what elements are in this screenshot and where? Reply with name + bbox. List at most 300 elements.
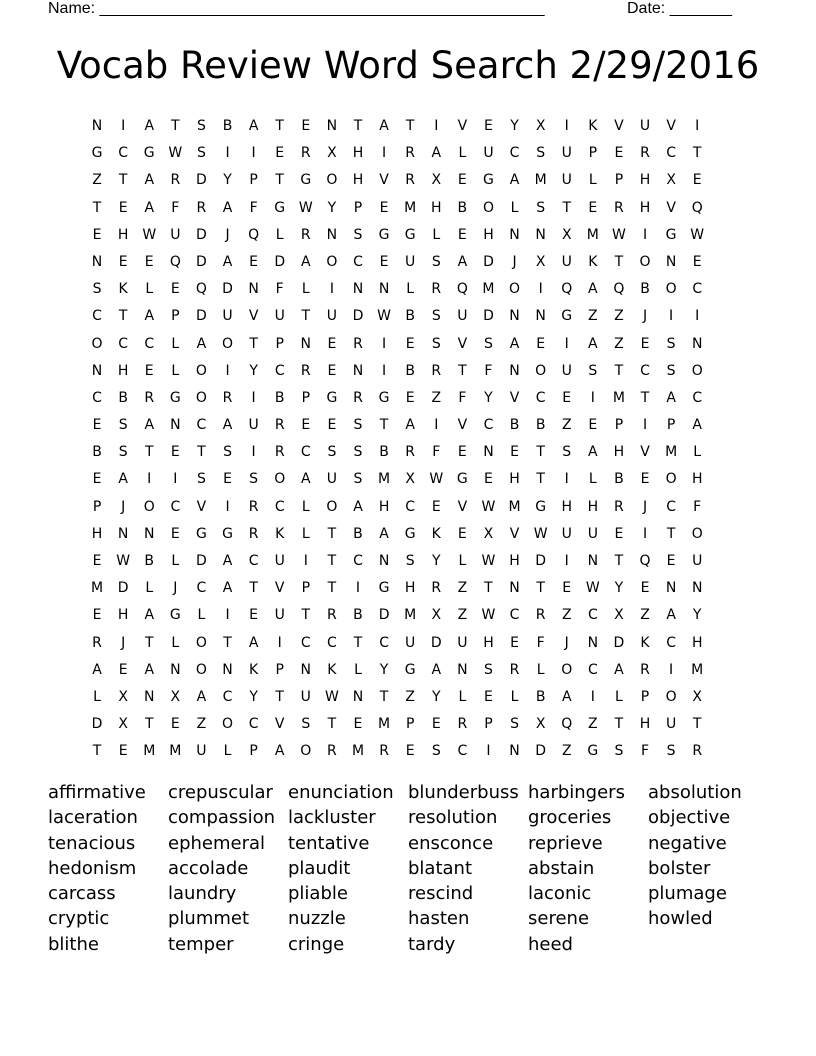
grid-letter[interactable]: D [196,308,207,325]
grid-letter[interactable]: T [92,199,102,216]
grid-letter[interactable]: A [118,471,128,488]
grid-letter[interactable]: O [639,253,651,270]
grid-letter[interactable]: H [509,471,520,488]
grid-letter[interactable]: I [329,281,334,298]
grid-letter[interactable]: R [692,743,703,760]
grid-letter[interactable]: R [300,145,311,162]
grid-letter[interactable]: Y [431,688,441,705]
grid-letter[interactable]: E [301,417,311,434]
grid-letter[interactable]: A [196,688,207,705]
grid-letter[interactable]: U [561,253,572,270]
grid-letter[interactable]: N [587,553,599,569]
grid-letter[interactable]: O [535,362,547,379]
grid-letter[interactable]: K [588,118,598,134]
grid-letter[interactable]: A [588,335,598,352]
grid-letter[interactable]: T [536,580,545,597]
grid-letter[interactable]: R [353,389,363,406]
grid-letter[interactable]: A [561,688,572,705]
grid-letter[interactable]: L [223,743,232,760]
grid-letter[interactable]: I [590,389,595,406]
grid-letter[interactable]: G [169,389,181,406]
grid-letter[interactable]: C [118,145,129,162]
grid-letter[interactable]: A [588,281,598,298]
grid-letter[interactable]: S [196,118,206,134]
grid-letter[interactable]: H [509,553,520,569]
grid-letter[interactable]: N [535,226,546,243]
grid-letter[interactable]: N [352,688,364,705]
grid-letter[interactable]: C [196,417,207,434]
grid-letter[interactable]: I [251,444,256,461]
grid-letter[interactable]: E [588,199,598,216]
grid-letter[interactable]: I [251,145,256,162]
grid-letter[interactable]: H [378,498,390,515]
grid-letter[interactable]: C [274,498,285,515]
grid-letter[interactable]: Y [249,362,258,379]
grid-letter[interactable]: N [143,688,155,705]
grid-letter[interactable]: E [327,362,337,379]
grid-letter[interactable]: C [300,444,311,461]
grid-letter[interactable]: E [275,145,285,162]
grid-letter[interactable]: G [300,172,312,189]
grid-letter[interactable]: R [535,607,546,624]
grid-letter[interactable]: H [117,226,129,243]
grid-letter[interactable]: E [170,281,180,298]
grid-letter[interactable]: M [404,607,417,624]
grid-letter[interactable]: S [562,444,572,461]
grid-letter[interactable]: A [222,253,233,270]
grid-letter[interactable]: I [382,362,387,379]
grid-letter[interactable]: G [378,226,390,243]
grid-letter[interactable]: E [484,688,493,705]
grid-letter[interactable]: O [274,471,286,488]
grid-letter[interactable]: K [588,253,598,270]
grid-letter[interactable]: S [588,362,598,379]
grid-letter[interactable]: C [379,634,389,651]
grid-letter[interactable]: U [274,308,285,325]
grid-letter[interactable]: D [378,607,390,624]
grid-letter[interactable]: L [588,471,597,488]
grid-letter[interactable]: P [405,716,415,733]
grid-letter[interactable]: I [669,661,674,678]
grid-letter[interactable]: M [378,716,391,733]
grid-letter[interactable]: C [118,335,129,352]
grid-letter[interactable]: M [508,498,521,515]
grid-letter[interactable]: B [535,688,546,705]
grid-letter[interactable]: O [691,525,703,542]
grid-letter[interactable]: R [431,281,442,298]
grid-letter[interactable]: V [666,118,676,134]
grid-letter[interactable]: I [564,118,569,134]
grid-letter[interactable]: O [509,281,521,298]
grid-letter[interactable]: P [614,417,624,434]
grid-letter[interactable]: L [145,580,154,597]
grid-letter[interactable]: Z [196,716,207,733]
grid-letter[interactable]: E [118,253,128,270]
grid-letter[interactable]: U [170,226,181,243]
grid-letter[interactable]: L [536,661,545,678]
grid-letter[interactable]: H [691,634,703,651]
grid-letter[interactable]: H [483,226,494,243]
grid-letter[interactable]: R [431,580,442,597]
grid-letter[interactable]: G [378,580,390,597]
grid-letter[interactable]: Y [484,389,493,406]
grid-letter[interactable]: E [457,525,467,542]
grid-letter[interactable]: U [300,688,311,705]
grid-letter[interactable]: D [483,253,494,270]
grid-letter[interactable]: H [613,444,625,461]
grid-letter[interactable]: D [274,253,286,270]
grid-letter[interactable]: D [535,553,547,569]
grid-letter[interactable]: E [170,525,180,542]
grid-letter[interactable]: U [326,308,338,325]
grid-letter[interactable]: T [692,145,702,162]
grid-letter[interactable]: Z [457,580,468,597]
grid-letter[interactable]: P [301,389,311,406]
grid-letter[interactable]: E [249,253,259,270]
grid-letter[interactable]: L [171,634,180,651]
grid-letter[interactable]: F [536,634,545,651]
grid-letter[interactable]: M [691,661,704,678]
grid-letter[interactable]: F [432,444,441,461]
grid-letter[interactable]: P [353,199,363,216]
grid-letter[interactable]: N [665,580,677,597]
grid-letter[interactable]: R [614,498,624,515]
grid-letter[interactable]: L [693,444,702,461]
grid-letter[interactable]: M [378,471,391,488]
grid-letter[interactable]: N [509,308,520,325]
grid-letter[interactable]: U [274,553,285,569]
grid-letter[interactable]: N [587,634,599,651]
grid-letter[interactable]: I [225,607,230,624]
grid-letter[interactable]: V [274,580,285,597]
grid-letter[interactable]: R [431,362,442,379]
grid-letter[interactable]: T [327,553,337,569]
grid-letter[interactable]: Y [249,688,258,705]
grid-letter[interactable]: O [195,362,207,379]
grid-letter[interactable]: X [431,172,442,189]
grid-letter[interactable]: G [587,743,599,760]
grid-letter[interactable]: T [301,607,311,624]
grid-letter[interactable]: N [378,553,390,569]
grid-letter[interactable]: C [640,362,650,379]
grid-letter[interactable]: S [327,444,337,461]
grid-letter[interactable]: K [249,661,259,678]
grid-letter[interactable]: C [457,743,468,760]
grid-letter[interactable]: Q [691,199,703,216]
grid-letter[interactable]: V [614,118,624,134]
grid-letter[interactable]: B [405,362,415,379]
grid-letter[interactable]: Y [223,172,232,189]
grid-letter[interactable]: G [222,525,233,542]
grid-letter[interactable]: X [327,145,337,162]
grid-letter[interactable]: E [588,417,598,434]
grid-letter[interactable]: U [561,172,572,189]
grid-letter[interactable]: A [222,199,233,216]
grid-letter[interactable]: W [612,226,626,243]
grid-letter[interactable]: T [614,362,624,379]
grid-letter[interactable]: R [300,362,311,379]
grid-letter[interactable]: R [640,661,650,678]
grid-letter[interactable]: R [640,145,650,162]
grid-letter[interactable]: L [171,335,180,352]
grid-letter[interactable]: I [382,145,387,162]
grid-letter[interactable]: E [301,118,311,134]
grid-letter[interactable]: F [458,389,467,406]
grid-letter[interactable]: U [639,118,651,134]
grid-letter[interactable]: F [275,281,284,298]
grid-letter[interactable]: L [301,281,310,298]
grid-letter[interactable]: Y [614,580,624,597]
grid-letter[interactable]: B [457,199,468,216]
grid-letter[interactable]: L [171,362,180,379]
grid-letter[interactable]: A [301,253,311,270]
grid-letter[interactable]: S [353,444,363,461]
grid-letter[interactable]: E [510,634,519,651]
grid-letter[interactable]: C [300,634,311,651]
grid-letter[interactable]: S [536,145,546,162]
grid-letter[interactable]: S [118,444,128,461]
grid-letter[interactable]: C [587,661,598,678]
grid-letter[interactable]: E [614,525,624,542]
grid-letter[interactable]: S [666,362,676,379]
grid-letter[interactable]: E [144,253,154,270]
grid-letter[interactable]: Q [195,281,207,298]
grid-letter[interactable]: V [248,308,259,325]
grid-letter[interactable]: S [118,417,128,434]
grid-letter[interactable]: G [456,471,468,488]
grid-letter[interactable]: E [457,444,467,461]
grid-letter[interactable]: I [695,118,700,134]
grid-letter[interactable]: Z [561,607,572,624]
grid-letter[interactable]: H [691,471,703,488]
grid-letter[interactable]: P [275,661,284,678]
grid-letter[interactable]: S [484,335,493,352]
grid-letter[interactable]: Q [613,281,625,298]
grid-letter[interactable]: G [404,226,416,243]
grid-letter[interactable]: S [666,743,676,760]
grid-letter[interactable]: U [274,607,285,624]
grid-letter[interactable]: L [301,498,310,515]
grid-letter[interactable]: E [405,743,415,760]
grid-letter[interactable]: P [614,172,624,189]
grid-letter[interactable]: I [225,362,230,379]
grid-letter[interactable]: E [379,199,389,216]
grid-letter[interactable]: S [536,199,546,216]
grid-letter[interactable]: Q [169,253,181,270]
grid-letter[interactable]: L [301,525,310,542]
grid-letter[interactable]: J [121,498,126,515]
grid-letter[interactable]: L [145,281,154,298]
grid-letter[interactable]: K [118,281,128,298]
grid-letter[interactable]: I [303,553,308,569]
grid-letter[interactable]: M [534,172,547,189]
grid-letter[interactable]: T [666,525,676,542]
grid-letter[interactable]: G [143,145,155,162]
grid-letter[interactable]: U [457,634,468,651]
grid-letter[interactable]: G [483,172,494,189]
grid-letter[interactable]: H [483,634,494,651]
grid-letter[interactable]: X [535,253,546,270]
grid-letter[interactable]: G [91,145,103,162]
grid-letter[interactable]: K [640,634,650,651]
grid-letter[interactable]: E [118,199,128,216]
grid-letter[interactable]: A [144,199,155,216]
grid-letter[interactable]: T [118,172,128,189]
grid-letter[interactable]: T [405,118,415,134]
grid-letter[interactable]: N [91,362,103,379]
grid-letter[interactable]: I [669,308,674,325]
grid-letter[interactable]: C [587,607,598,624]
grid-letter[interactable]: H [639,716,651,733]
grid-letter[interactable]: E [640,335,650,352]
grid-letter[interactable]: X [561,226,572,243]
grid-letter[interactable]: S [431,743,441,760]
grid-letter[interactable]: E [457,226,467,243]
grid-letter[interactable]: R [222,389,233,406]
grid-letter[interactable]: I [590,688,595,705]
grid-letter[interactable]: S [510,716,519,733]
grid-letter[interactable]: Z [561,743,572,760]
grid-letter[interactable]: G [169,607,181,624]
grid-letter[interactable]: S [196,471,206,488]
grid-letter[interactable]: H [639,172,651,189]
grid-letter[interactable]: I [564,335,569,352]
grid-letter[interactable]: X [483,525,494,542]
grid-letter[interactable]: C [535,389,546,406]
grid-letter[interactable]: C [692,281,703,298]
grid-letter[interactable]: N [352,362,364,379]
grid-letter[interactable]: W [533,525,548,542]
grid-letter[interactable]: M [612,389,625,406]
grid-letter[interactable]: G [326,389,338,406]
grid-letter[interactable]: S [301,716,311,733]
grid-letter[interactable]: N [691,580,703,597]
grid-letter[interactable]: F [484,362,493,379]
grid-letter[interactable]: D [196,253,207,270]
grid-letter[interactable]: S [431,253,441,270]
grid-letter[interactable]: R [248,525,259,542]
grid-letter[interactable]: U [561,362,572,379]
grid-letter[interactable]: B [614,471,624,488]
grid-letter[interactable]: R [92,634,102,651]
grid-letter[interactable]: L [197,607,206,624]
grid-letter[interactable]: D [117,580,129,597]
grid-letter[interactable]: A [248,118,259,134]
grid-letter[interactable]: A [222,553,233,569]
grid-letter[interactable]: D [352,308,364,325]
grid-letter[interactable]: H [404,580,416,597]
grid-letter[interactable]: T [458,362,467,379]
grid-letter[interactable]: E [692,253,702,270]
grid-letter[interactable]: Y [510,118,519,134]
grid-letter[interactable]: Y [327,199,337,216]
grid-letter[interactable]: W [116,553,131,569]
grid-letter[interactable]: T [379,417,389,434]
grid-letter[interactable]: T [327,525,337,542]
grid-letter[interactable]: O [691,362,703,379]
grid-letter[interactable]: V [457,118,468,134]
grid-letter[interactable]: B [379,444,389,461]
grid-letter[interactable]: E [484,471,493,488]
grid-letter[interactable]: L [93,688,101,705]
grid-letter[interactable]: B [353,525,363,542]
grid-letter[interactable]: Z [640,607,650,624]
grid-letter[interactable]: C [405,498,416,515]
grid-letter[interactable]: T [144,444,154,461]
grid-letter[interactable]: B [222,118,233,134]
grid-letter[interactable]: Z [561,417,572,434]
grid-letter[interactable]: O [222,716,234,733]
grid-letter[interactable]: I [564,471,569,488]
grid-letter[interactable]: E [431,716,441,733]
grid-letter[interactable]: T [301,308,311,325]
grid-letter[interactable]: U [561,145,572,162]
grid-letter[interactable]: E [405,335,415,352]
grid-letter[interactable]: A [144,308,155,325]
grid-letter[interactable]: S [484,661,493,678]
grid-letter[interactable]: G [561,308,573,325]
grid-letter[interactable]: U [222,308,233,325]
grid-letter[interactable]: F [693,498,702,515]
grid-letter[interactable]: T [118,308,128,325]
grid-letter[interactable]: T [275,688,284,705]
grid-letter[interactable]: C [170,498,181,515]
grid-letter[interactable]: F [171,199,180,216]
grid-letter[interactable]: T [327,580,337,597]
grid-letter[interactable]: K [275,525,285,542]
grid-letter[interactable]: W [142,226,157,243]
grid-letter[interactable]: E [640,580,650,597]
grid-letter[interactable]: H [561,498,572,515]
grid-letter[interactable]: E [327,417,337,434]
grid-letter[interactable]: C [92,308,102,325]
grid-letter[interactable]: Z [588,716,598,733]
grid-letter[interactable]: B [353,607,363,624]
grid-letter[interactable]: O [195,389,207,406]
grid-letter[interactable]: A [509,335,520,352]
grid-letter[interactable]: W [481,553,496,569]
grid-letter[interactable]: V [274,716,285,733]
grid-letter[interactable]: R [457,716,468,733]
grid-letter[interactable]: M [91,580,104,597]
grid-letter[interactable]: W [298,199,313,216]
grid-letter[interactable]: B [144,553,155,569]
name-field-label[interactable]: Name: __________________________________________________ [48,0,545,17]
grid-letter[interactable]: O [665,281,677,298]
grid-letter[interactable]: B [405,308,415,325]
grid-letter[interactable]: P [640,688,650,705]
grid-letter[interactable]: A [431,145,442,162]
grid-letter[interactable]: Q [561,281,573,298]
grid-letter[interactable]: W [324,688,339,705]
grid-letter[interactable]: J [512,253,517,270]
grid-letter[interactable]: T [614,253,624,270]
grid-letter[interactable]: Z [92,172,102,189]
grid-letter[interactable]: W [377,308,391,325]
grid-letter[interactable]: H [352,145,364,162]
grid-letter[interactable]: D [535,743,547,760]
grid-letter[interactable]: V [509,525,520,542]
grid-letter[interactable]: I [486,743,491,760]
grid-letter[interactable]: X [405,471,415,488]
grid-letter[interactable]: U [483,145,494,162]
grid-letter[interactable]: I [434,417,439,434]
grid-letter[interactable]: E [562,580,572,597]
grid-letter[interactable]: W [168,145,183,162]
grid-letter[interactable]: L [171,553,180,569]
grid-letter[interactable]: N [326,118,338,134]
grid-letter[interactable]: E [327,335,337,352]
